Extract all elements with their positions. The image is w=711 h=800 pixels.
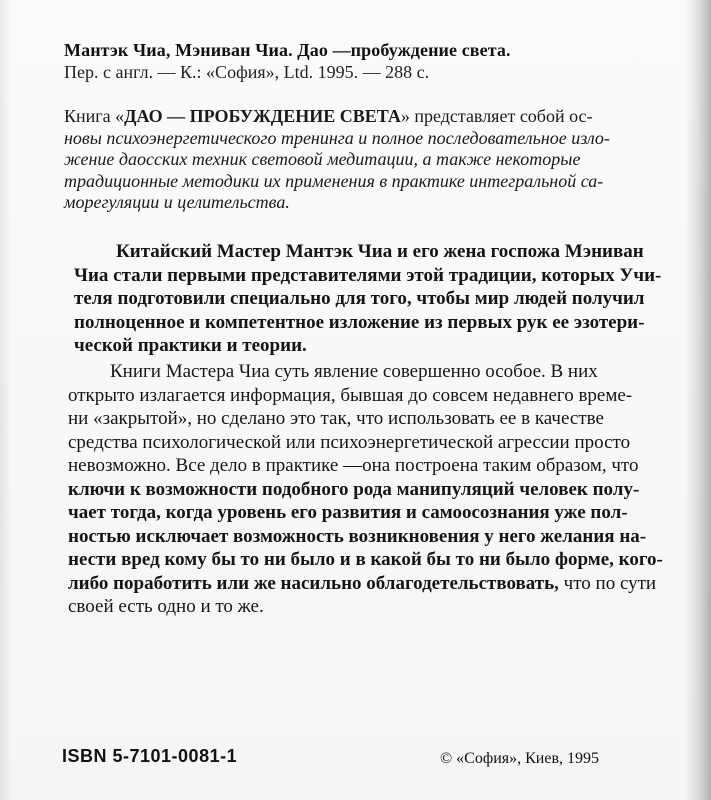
page-left-shadow xyxy=(0,0,12,800)
annotation-line: традиционные методики их применения в практике интегральной са- xyxy=(64,170,604,191)
paragraph-line: невозможно. Все дело в практике —она построена таким образом, что xyxy=(68,455,639,476)
annotation-line: морегуляции и целительства. xyxy=(64,192,290,212)
paragraph-last-line: своей есть одно и то же. xyxy=(68,596,264,617)
paragraph-line: Китайский Мастер Мантэк Чиа и его жена госпожа Мэниван xyxy=(116,241,644,262)
paragraph-line: ни «закрытой», но сделано это так, что использовать ее в качестве xyxy=(68,408,604,429)
paragraph-mixed-bold: либо поработить или же насильно облагодетельствовать, xyxy=(68,572,559,594)
paragraph-bold-line: ностью исключает возможность возникновения у него желания на- xyxy=(68,525,647,547)
page-right-shadow xyxy=(685,0,711,800)
book-imprint-line: Пер. с англ. — К.: «София», Ltd. 1995. — 288 с. xyxy=(64,62,430,82)
paragraph-bold-line: ключи к возможности подобного рода манипуляций человек полу- xyxy=(68,478,640,500)
book-title-line: Мантэк Чиа, Мэниван Чиа. Дао —пробуждение света. xyxy=(64,40,511,60)
paragraph-mixed-line xyxy=(68,572,668,596)
annotation-paragraph xyxy=(64,106,664,214)
annotation-line: жение даосских техник световой медитации, а также некоторые xyxy=(64,149,581,169)
paragraph-line: полноценное и компетентное изложение из первых рук ее эзотери- xyxy=(74,311,645,333)
paragraph-line: средства психологической или психоэнергетической агрессии просто xyxy=(68,431,631,453)
annotation-line: новы психоэнергетического тренинга и полное последовательное изло- xyxy=(64,127,610,148)
annotation-book-title: ДАО — ПРОБУЖДЕНИЕ СВЕТА xyxy=(124,106,401,126)
paragraph-line: открыто излагается информация, бывшая до совсем недавнего време- xyxy=(68,384,633,406)
paragraph-mixed-regular: что по сути xyxy=(558,572,657,594)
annotation-lead-prefix: Книга « xyxy=(64,106,125,126)
copyright-notice: © «София», Киев, 1995 xyxy=(440,750,600,767)
paragraph-line: теля подготовили специально для того, чтобы мир людей получил xyxy=(74,288,645,309)
paragraph-line: Книги Мастера Чиа суть явление совершенно особое. В них xyxy=(110,361,598,382)
annotation-lead-line xyxy=(64,106,664,128)
paragraph-line: ческой практики и теории. xyxy=(74,335,307,356)
paragraph-bold-line: чает тогда, когда уровень его развития и самоосознания уже пол- xyxy=(68,502,628,523)
paragraph-line: Чиа стали первыми представителями этой традиции, которых Учи- xyxy=(74,264,662,286)
isbn-number: ISBN 5-7101-0081-1 xyxy=(62,746,238,766)
paragraph-books xyxy=(68,360,668,619)
paragraph-masters xyxy=(74,240,666,358)
annotation-lead-suffix: » представляет собой ос- xyxy=(400,106,593,126)
paragraph-bold-line: нести вред кому бы то ни было и в какой бы то ни было форме, кого- xyxy=(68,549,663,570)
